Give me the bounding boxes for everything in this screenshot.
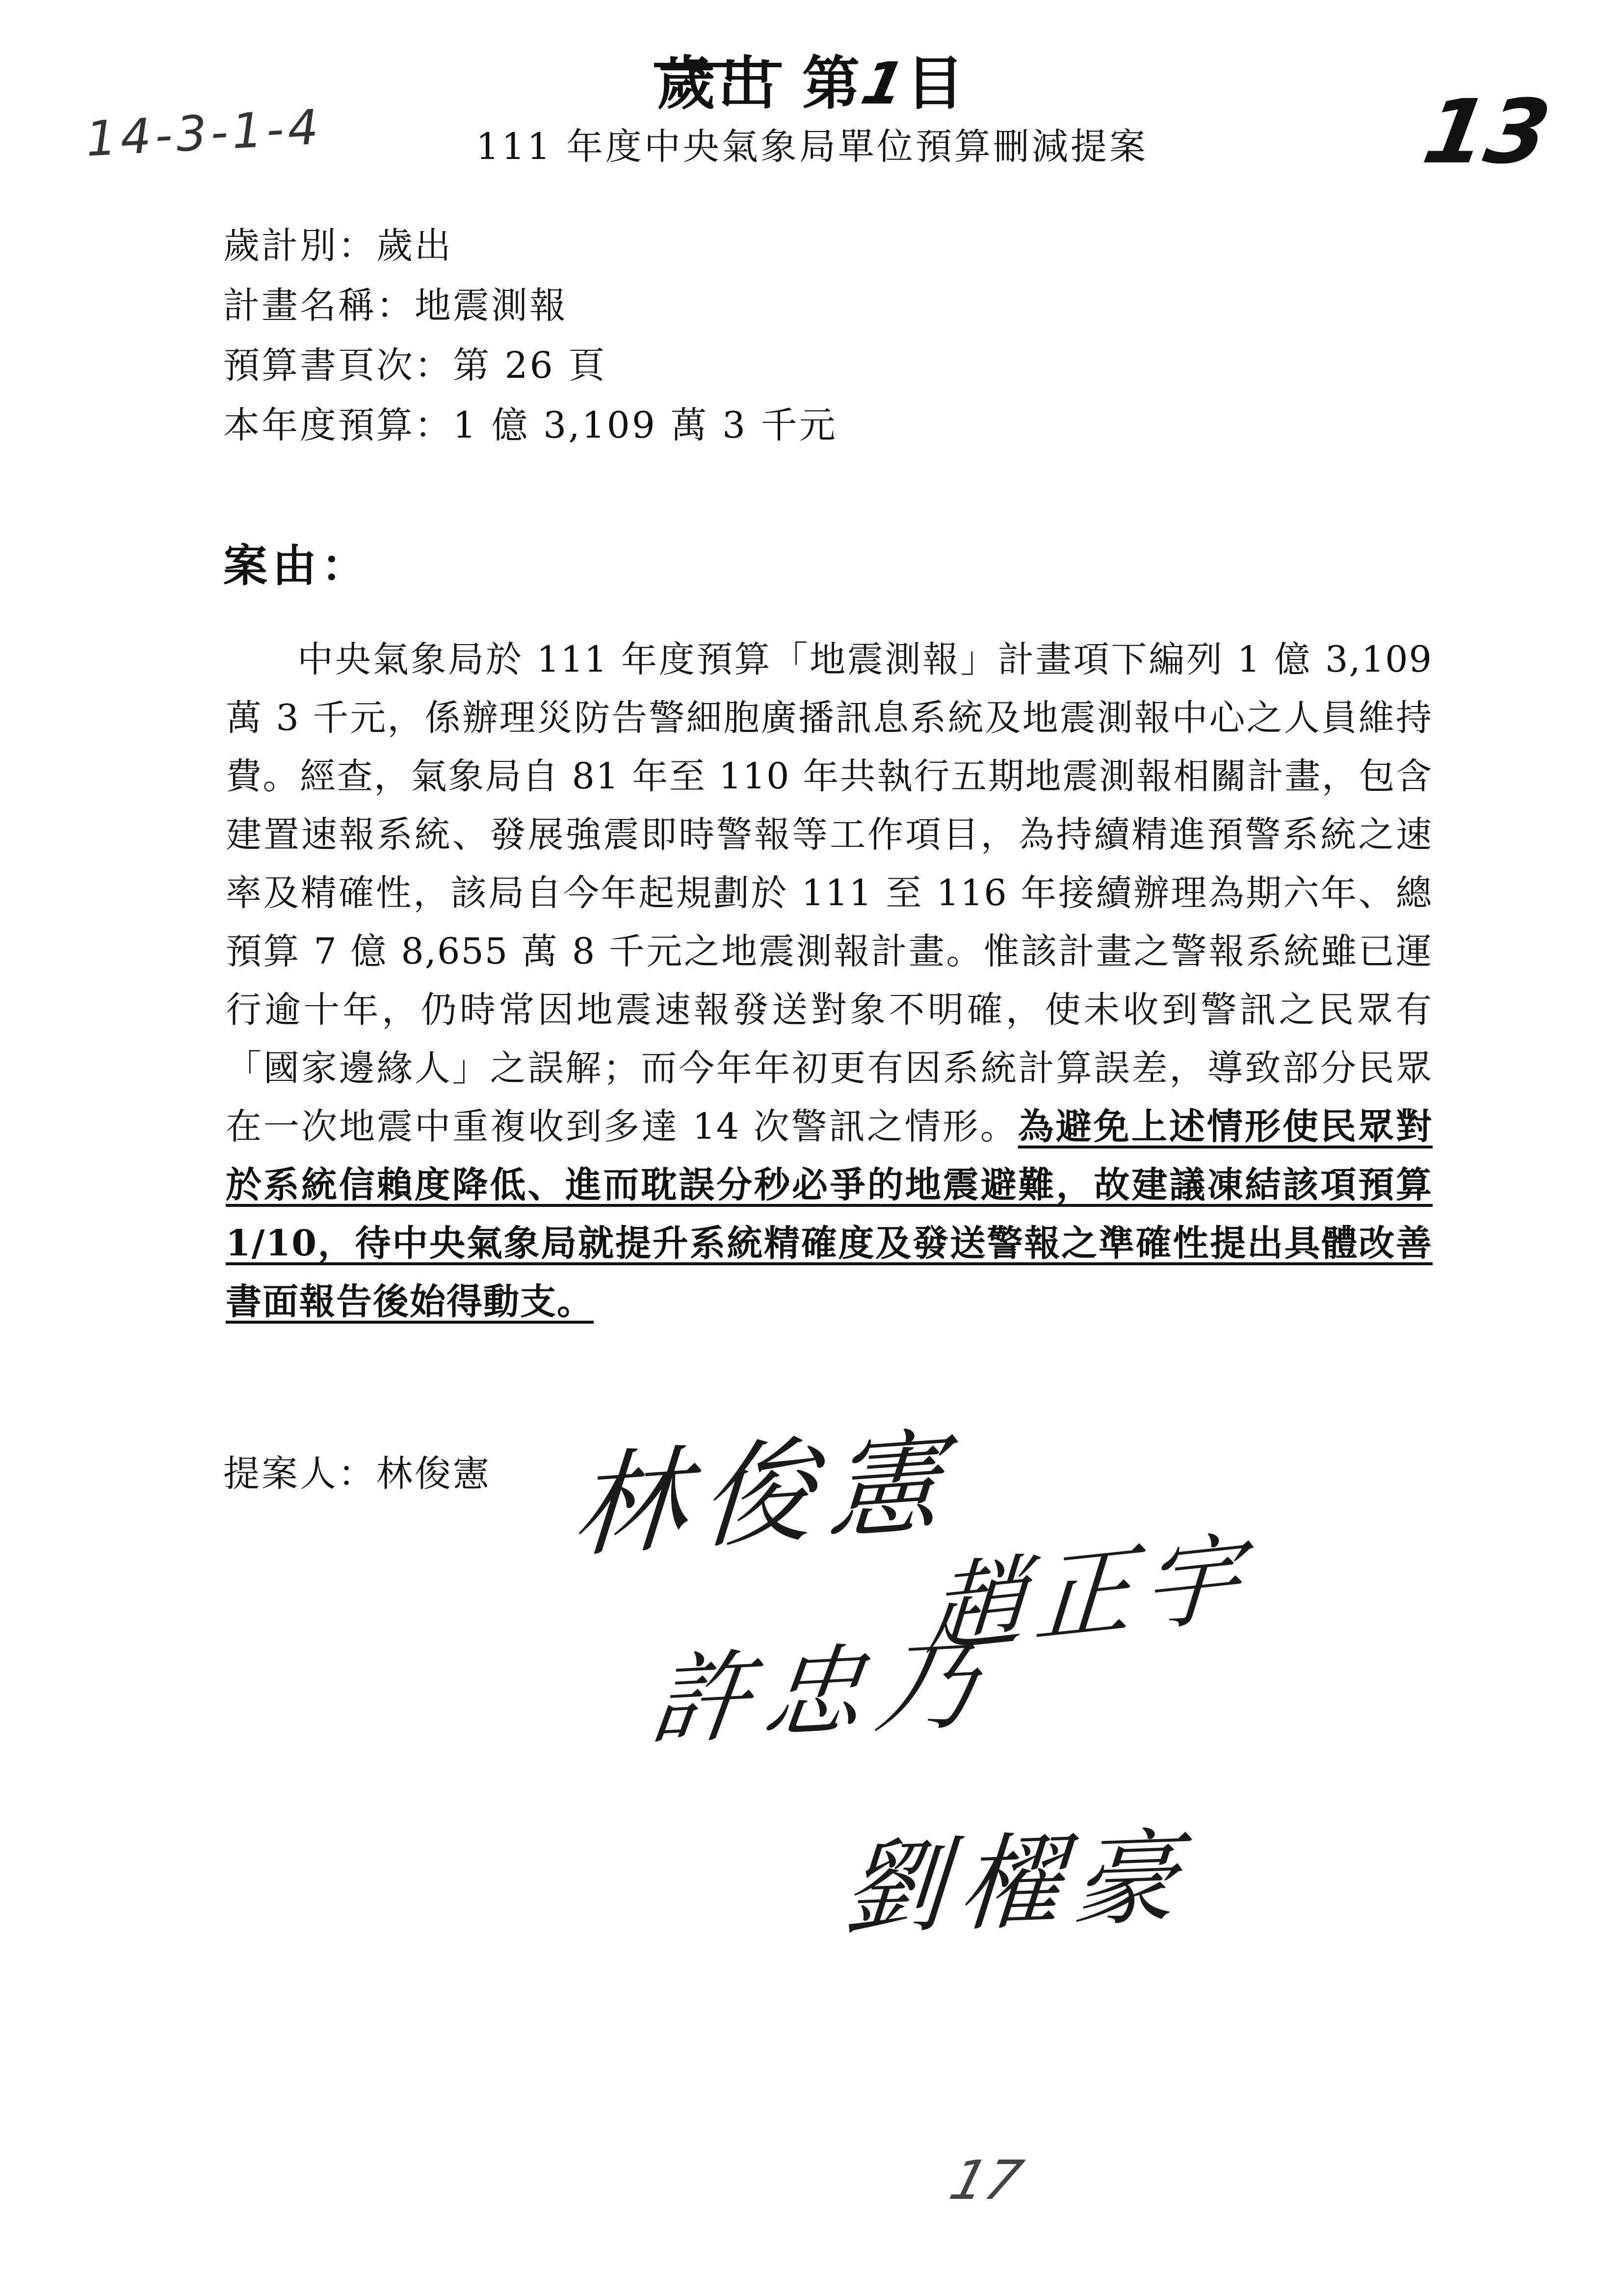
reason-paragraph: 中央氣象局於 111 年度預算「地震測報」計畫項下編列 1 億 3,109 萬 3 千元，係辦理災防告警細胞廣播訊息系統及地震測報中心之人員維持費。經查，氣象局自 81 年至 110 年共執行五期地震測報相關計畫，包含建置速報系統、發展強震即時警報等工作項目，為持續精進預警系統之速率及精確性，該局自今年起規劃於 111 至 116 年接續辦理為期六年、總預算 7 億 8,655 萬 8 千元之地震測報計畫。惟該計畫之警報系統雖已運行逾十年，仍時常因地震速報發送對象不明確，使未收到警訊之民眾有「國家邊緣人」之誤解；而今年年初更有因系統計算誤差，導致部分民眾在一次地震中重複收到多達 14 次警訊之情形。 — [226, 639, 1433, 1148]
signature-2-text: 趙正宇 — [923, 1520, 1254, 1670]
signature-4-text: 劉櫂豪 — [839, 1817, 1194, 1950]
handwritten-ref-code: 14-3-1-4 — [84, 99, 324, 168]
proposer-label: 提案人：林俊憲 — [223, 1453, 491, 1495]
reason-heading: 案由： — [223, 540, 370, 592]
signature-3 — [644, 1605, 1000, 1764]
signature-1-text: 林俊憲 — [569, 1415, 960, 1574]
signature-1 — [569, 1389, 962, 1580]
meta-budget-type: 歲計別：歲出 — [223, 225, 453, 267]
signature-3-text: 許忠乃 — [644, 1626, 997, 1760]
reason-emphasis: 為避免上述情形使民眾對於系統信賴度降低、進而耽誤分秒必爭的地震避難，故建議凍結該項預算 1/10，待中央氣象局就提升系統精確度及發送警報之準確性提出具體改善書面報告後始得動支。 — [226, 1105, 1433, 1323]
meta-plan-name: 計畫名稱：地震測報 — [223, 285, 568, 327]
reason-body — [226, 630, 1433, 1331]
handwritten-page-number: 13 — [1416, 81, 1557, 183]
meta-annual-budget: 本年度預算：1 億 3,109 萬 3 千元 — [223, 404, 838, 446]
meta-block — [223, 216, 838, 455]
item-prefix: 第 — [802, 49, 863, 117]
item-number: 1 — [855, 50, 914, 117]
meta-page-ref: 預算書頁次：第 26 頁 — [223, 344, 607, 387]
document-title: 111 年度中央氣象局單位預算刪減提案 — [476, 126, 1148, 168]
item-suffix: 目 — [906, 49, 967, 117]
handwritten-footer-mark: 17 — [943, 2149, 1029, 2212]
struck-category: 歲出 — [657, 49, 779, 117]
signature-4 — [839, 1794, 1195, 1955]
